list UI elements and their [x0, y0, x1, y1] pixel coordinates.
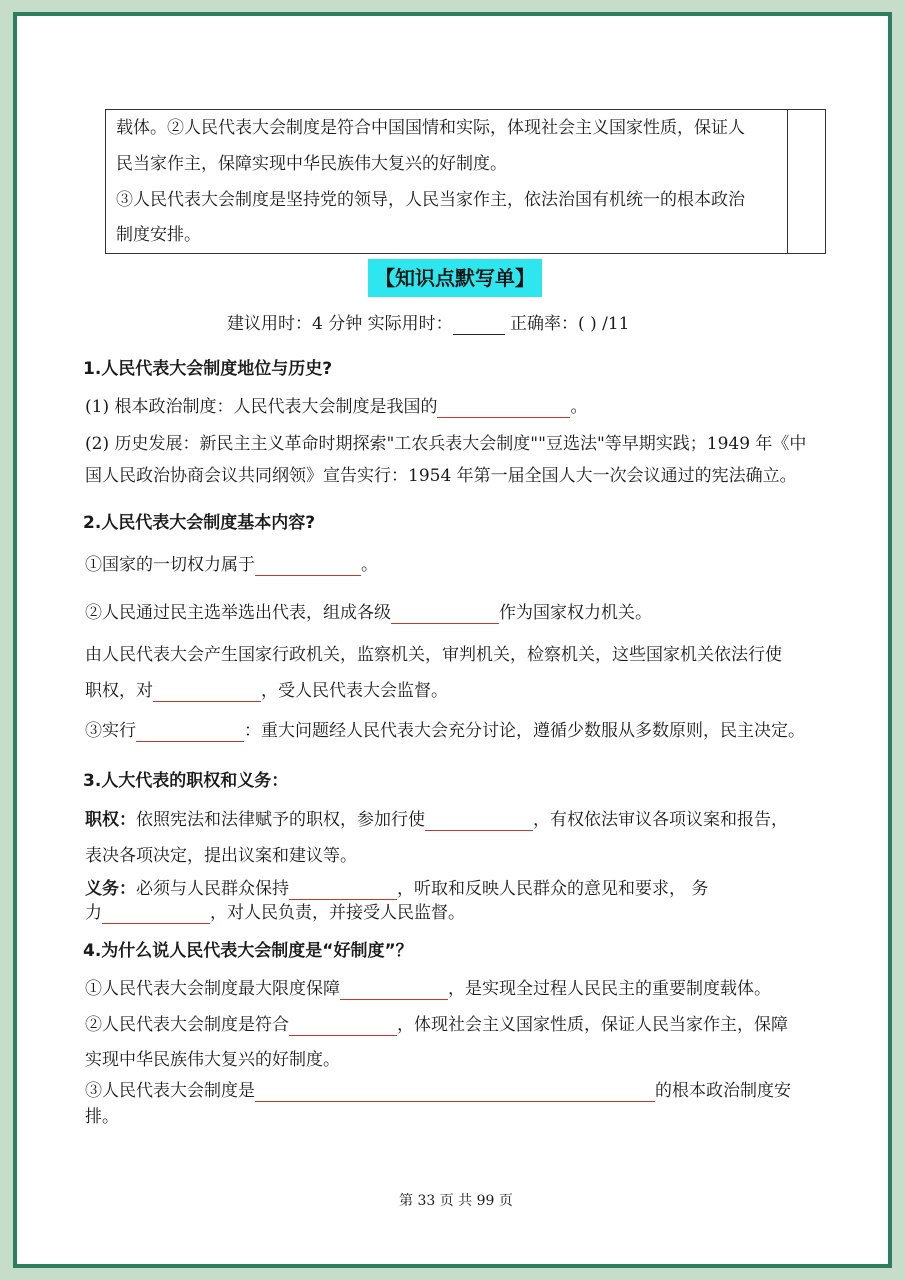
answer-blank[interactable] — [437, 399, 570, 418]
question-heading: 4.为什么说人民代表大会制度是“好制度”？ — [83, 941, 413, 961]
power-label: 职权： — [85, 810, 136, 830]
text-segment: ③实行 — [85, 721, 136, 741]
fill-line — [85, 902, 465, 924]
question-heading: 1.人民代表大会制度地位与历史? — [83, 359, 333, 379]
text-segment: ，是实现全过程人民民主的重要制度载体。 — [448, 979, 771, 999]
text-segment: ①国家的一切权力属于 — [85, 555, 255, 575]
fill-line — [85, 554, 378, 576]
question-heading: 2.人民代表大会制度基本内容? — [83, 513, 316, 533]
answer-blank[interactable] — [136, 723, 244, 742]
document-page — [13, 12, 892, 1268]
fill-line — [85, 602, 652, 624]
fill-line — [85, 720, 805, 742]
text-segment: 必须与人民群众保持 — [136, 879, 289, 899]
text-segment: ，受人民代表大会监督。 — [261, 681, 448, 701]
paragraph-line: 排。 — [85, 1107, 119, 1127]
history-line: (2) 历史发展：新民主主义革命时期探索"工农兵表大会制度""豆选法"等早期实践；1949 年《中 — [85, 434, 807, 454]
text-segment: ②人民代表大会制度是符合 — [85, 1015, 289, 1035]
section-title: 【知识点默写单】 — [368, 259, 542, 297]
box-line: 民当家作主，保障实现中华民族伟大复兴的好制度。 — [116, 154, 507, 174]
duty-label: 义务： — [85, 879, 136, 899]
timing-suggested: 建议用时：4 分钟 实际用时： — [227, 314, 453, 334]
answer-blank[interactable] — [289, 881, 397, 900]
fill-line — [85, 809, 788, 831]
fill-line — [85, 978, 771, 1000]
box-line: ③人民代表大会制度是坚持党的领导，人民当家作主，依法治国有机统一的根本政治 — [116, 190, 745, 210]
fill-line — [85, 396, 587, 418]
answer-blank[interactable] — [255, 557, 361, 576]
fill-line — [85, 878, 708, 900]
fill-line — [85, 680, 448, 702]
answer-blank[interactable] — [340, 981, 448, 1000]
fill-line — [85, 1080, 791, 1102]
paragraph-line: 由人民代表大会产生国家行政机关，监察机关，审判机关，检察机关，这些国家机关依法行使 — [85, 645, 782, 665]
box-line: 载体。②人民代表大会制度是符合中国国情和实际，体现社会主义国家性质，保证人 — [116, 118, 745, 138]
answer-blank[interactable] — [289, 1017, 397, 1036]
answer-blank[interactable] — [153, 683, 261, 702]
text-segment: ②人民通过民主选举选出代表，组成各级 — [85, 603, 391, 623]
table-column-divider — [787, 110, 788, 253]
text-segment: 职权，对 — [85, 681, 153, 701]
text-segment: 。 — [570, 397, 588, 417]
text-segment: ，体现社会主义国家性质，保证人民当家作主，保障 — [397, 1015, 788, 1035]
answer-blank[interactable] — [255, 1083, 655, 1102]
text-segment: 的根本政治制度安 — [655, 1081, 791, 1101]
text-segment: 作为国家权力机关。 — [499, 603, 652, 623]
text-segment: (1) 根本政治制度：人民代表大会制度是我国的 — [85, 397, 438, 417]
timing-line — [227, 313, 629, 335]
fill-line — [85, 1014, 788, 1036]
question-heading: 3.人大代表的职权和义务： — [83, 771, 289, 791]
text-segment: 。 — [361, 555, 378, 575]
answer-blank[interactable] — [425, 812, 533, 831]
text-segment: 依照宪法和法律赋予的职权，参加行使 — [136, 810, 425, 830]
answer-blank[interactable] — [102, 905, 210, 924]
text-segment: 力 — [85, 903, 102, 923]
text-segment: ：重大问题经人民代表大会充分讨论，遵循少数服从多数原则，民主决定。 — [244, 721, 805, 741]
actual-time-blank[interactable] — [453, 316, 505, 335]
text-segment: ，听取和反映人民群众的意见和要求， 务 — [397, 879, 709, 899]
box-line: 制度安排。 — [116, 225, 201, 245]
answer-blank[interactable] — [391, 605, 499, 624]
text-segment: ，有权依法审议各项议案和报告， — [533, 810, 788, 830]
text-segment: ①人民代表大会制度最大限度保障 — [85, 979, 340, 999]
history-line: 国人民政治协商会议共同纲领》宣告实行：1954 年第一届全国人大一次会议通过的宪法确立。 — [85, 466, 797, 486]
answer-table-box — [105, 109, 826, 254]
page-footer: 第 33 页 共 99 页 — [399, 1193, 513, 1209]
timing-accuracy: 正确率：( ) /11 — [504, 314, 630, 334]
paragraph-line: 实现中华民族伟大复兴的好制度。 — [85, 1050, 340, 1070]
text-segment: ，对人民负责，并接受人民监督。 — [210, 903, 465, 923]
text-segment: ③人民代表大会制度是 — [85, 1081, 255, 1101]
paragraph-line: 表决各项决定，提出议案和建议等。 — [85, 846, 357, 866]
